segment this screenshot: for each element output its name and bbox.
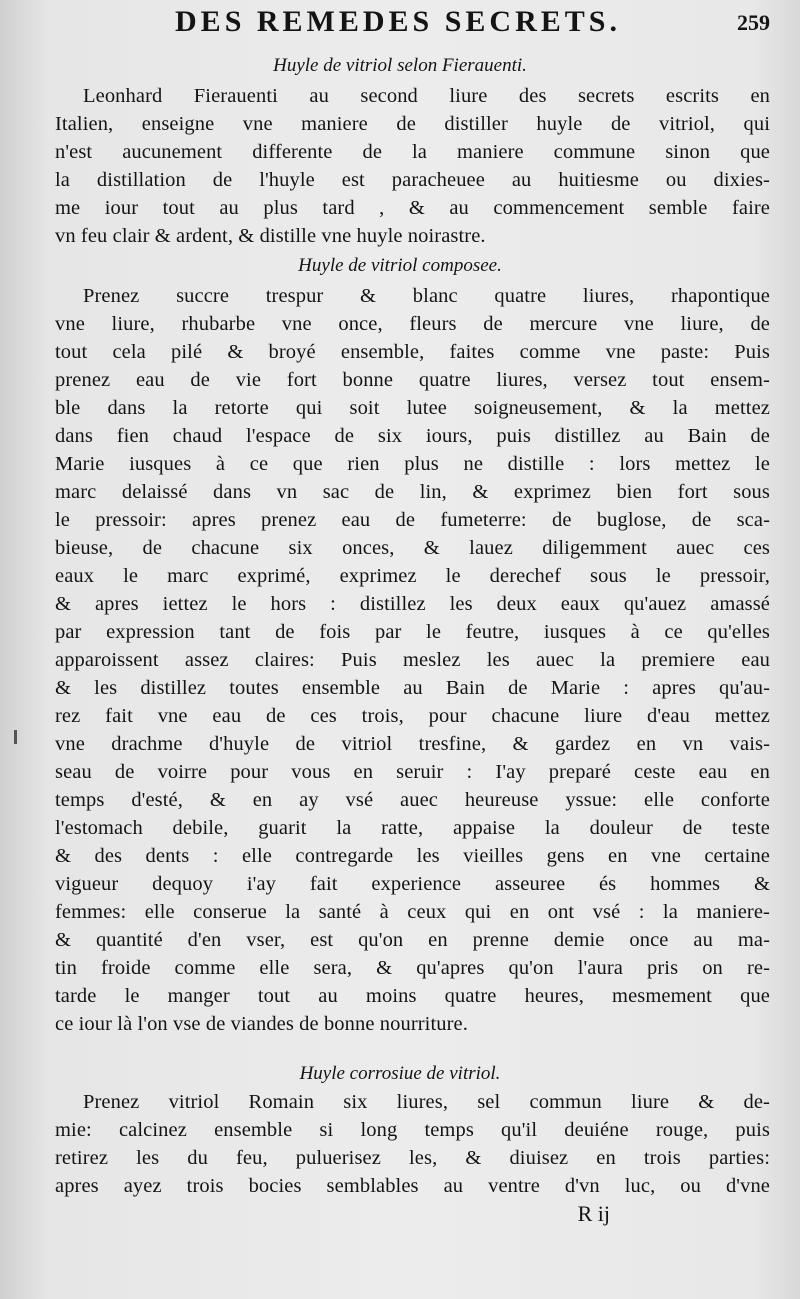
margin-mark	[14, 730, 17, 744]
text-line: apres ayez trois bocies semblables au ventre d'vn luc, ou d'vne	[55, 1175, 770, 1197]
text-line: vn feu clair & ardent, & distille vne huyle noirastre.	[55, 225, 486, 247]
text-line: me iour tout au plus tard , & au commencement semble faire	[55, 197, 770, 219]
text-line: & les distillez toutes ensemble au Bain de Marie : apres qu'au-	[55, 677, 770, 699]
text-line: vigueur dequoy i'ay fait experience asseuree és hommes &	[55, 873, 770, 895]
text-line: Marie iusques à ce que rien plus ne distille : lors mettez le	[55, 453, 770, 475]
text-line: tarde le manger tout au moins quatre heures, mesmement que	[55, 985, 770, 1007]
section-body	[55, 282, 770, 1038]
text-line: retirez les du feu, puluerisez les, & diuisez en trois parties:	[55, 1147, 770, 1169]
text-line: ce iour là l'on vse de viandes de bonne nourriture.	[55, 1013, 468, 1035]
text-line: temps d'esté, & en ay vsé auec heureuse yssue: elle conforte	[55, 789, 770, 811]
section-title: Huyle de vitriol composee.	[298, 255, 502, 276]
text-line: dans fien chaud l'espace de six iours, puis distillez au Bain de	[55, 425, 770, 447]
text-line: Leonhard Fierauenti au second liure des secrets escrits en	[83, 85, 770, 107]
text-line: bieuse, de chacune six onces, & lauez diligemment auec ces	[55, 537, 770, 559]
text-line: & apres iettez le hors : distillez les deux eaux qu'auez amassé	[55, 593, 770, 615]
text-line: tin froide comme elle sera, & qu'apres qu'on l'aura pris on re-	[55, 957, 770, 979]
text-line: & quantité d'en vser, est qu'on en prenne demie once au ma-	[55, 929, 770, 951]
text-line: Prenez vitriol Romain six liures, sel commun liure & de-	[83, 1091, 770, 1113]
text-line: prenez eau de vie fort bonne quatre liures, versez tout ensem-	[55, 369, 770, 391]
text-line: apparoissent assez claires: Puis meslez les auec la premiere eau	[55, 649, 770, 671]
text-line: l'estomach debile, guarit la ratte, appaise la douleur de teste	[55, 817, 770, 839]
section-title: Huyle de vitriol selon Fierauenti.	[273, 55, 527, 76]
running-header: DES REMEDES SECRETS.	[175, 5, 621, 38]
text-line: eaux le marc exprimé, exprimez le derechef sous le pressoir,	[55, 565, 770, 587]
text-line: tout cela pilé & broyé ensemble, faites comme vne paste: Puis	[55, 341, 770, 363]
text-line: mie: calcinez ensemble si long temps qu'il deuiéne rouge, puis	[55, 1119, 770, 1141]
text-line: ble dans la retorte qui soit lutee soigneusement, & la mettez	[55, 397, 770, 419]
catchword: R ij	[577, 1201, 610, 1226]
text-line: femmes: elle conserue la santé à ceux qui en ont vsé : la maniere-	[55, 901, 770, 923]
text-line: Italien, enseigne vne maniere de distiller huyle de vitriol, qui	[55, 113, 770, 135]
section-title: Huyle corrosiue de vitriol.	[299, 1063, 501, 1084]
section-body	[55, 82, 770, 250]
text-line: vne liure, rhubarbe vne once, fleurs de mercure vne liure, de	[55, 313, 770, 335]
text-line: & des dents : elle contregarde les vieilles gens en vne certaine	[55, 845, 770, 867]
text-line: rez fait vne eau de ces trois, pour chacune liure d'eau mettez	[55, 705, 770, 727]
text-line: Prenez succre trespur & blanc quatre liures, rhapontique	[83, 285, 770, 307]
section-body	[55, 1088, 770, 1200]
page-number: 259	[737, 10, 770, 35]
text-line: vne drachme d'huyle de vitriol tresfine, & gardez en vn vais-	[55, 733, 770, 755]
text-line: la distillation de l'huyle est paracheuee au huitiesme ou dixies-	[55, 169, 770, 191]
text-line: marc delaissé dans vn sac de lin, & exprimez bien fort sous	[55, 481, 770, 503]
text-line: le pressoir: apres prenez eau de fumeterre: de buglose, de sca-	[55, 509, 770, 531]
text-line: seau de voirre pour vous en seruir : I'ay preparé ceste eau en	[55, 761, 770, 783]
text-line: n'est aucunement differente de la maniere commune sinon que	[55, 141, 770, 163]
text-line: par expression tant de fois par le feutre, iusques à ce qu'elles	[55, 621, 770, 643]
